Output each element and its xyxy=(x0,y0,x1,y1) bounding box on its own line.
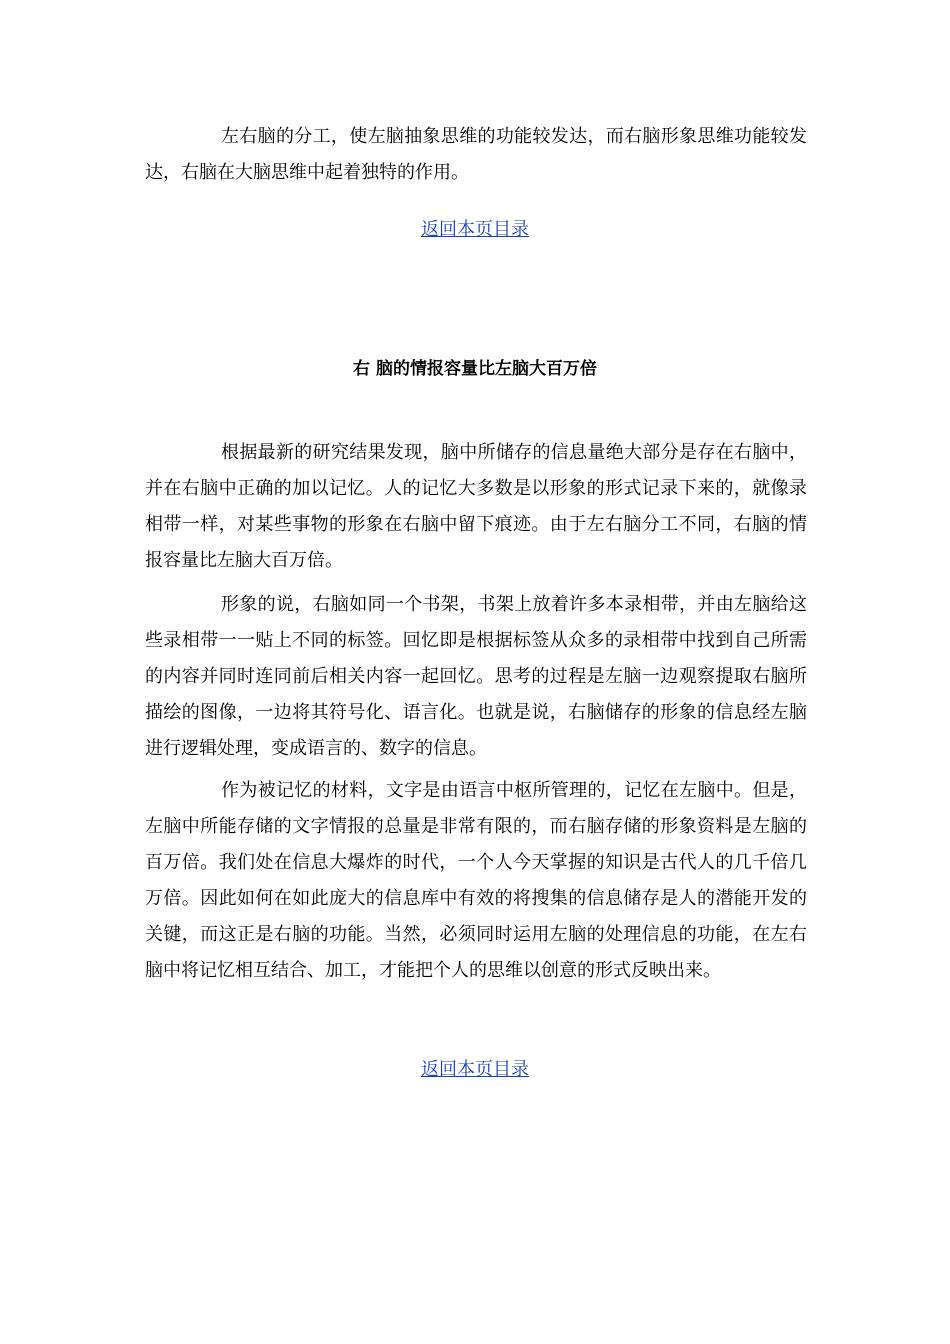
intro-paragraph: 左右脑的分工，使左脑抽象思维的功能较发达，而右脑形象思维功能较发达，右脑在大脑思维中起着独特的作用。 xyxy=(145,126,807,183)
section-paragraph-1: 根据最新的研究结果发现，脑中所储存的信息量绝大部分是存在右脑中，并在右脑中正确的加以记忆。人的记忆大多数是以形象的形式记录下来的，就像录 相带一样，对某些事物的形象在右脑中留下痕迹。由于左右脑分工不同，右脑的情报容量比左脑大百万倍。 xyxy=(145,442,807,571)
section-paragraph-2: 形象的说，右脑如同一个书架，书架上放着许多本录相带，并由左脑给这些录相带一一贴上不同的标签。回忆即是根据标签从众多的录相带中找到自己所需 的内容并同时连同前后相关内容一起回忆。思考的过程是左脑一边观察提取右脑所描绘的图像，一边将其符号化、语言化。也就是说，右脑储存的形象的信息经左脑 进行逻辑处理，变成语言的、数字的信息。 xyxy=(145,594,807,759)
back-to-toc-link-1[interactable]: 返回本页目录 xyxy=(421,219,529,240)
toc-link-row-2 xyxy=(0,1058,950,1082)
back-to-toc-link-2[interactable]: 返回本页目录 xyxy=(421,1059,529,1080)
section-heading: 右 脑的情报容量比左脑大百万倍 xyxy=(353,359,597,379)
toc-link-row-1 xyxy=(0,218,950,242)
section-paragraph-3: 作为被记忆的材料，文字是由语言中枢所管理的，记忆在左脑中。但是，左脑中所能存储的文字情报的总量是非常有限的，而右脑存储的形象资料是左脑的 百万倍。我们处在信息大爆炸的时代，一个人今天掌握的知识是古代人的几千倍几万倍。因此如何在如此庞大的信息库中有效的将搜集的信息储存是人的潜能开发的 关键，而这正是右脑的功能。当然，必须同时运用左脑的处理信息的功能，在左右脑中将记忆相互结合、加工，才能把个人的思维以创意的形式反映出来。 xyxy=(145,780,807,981)
